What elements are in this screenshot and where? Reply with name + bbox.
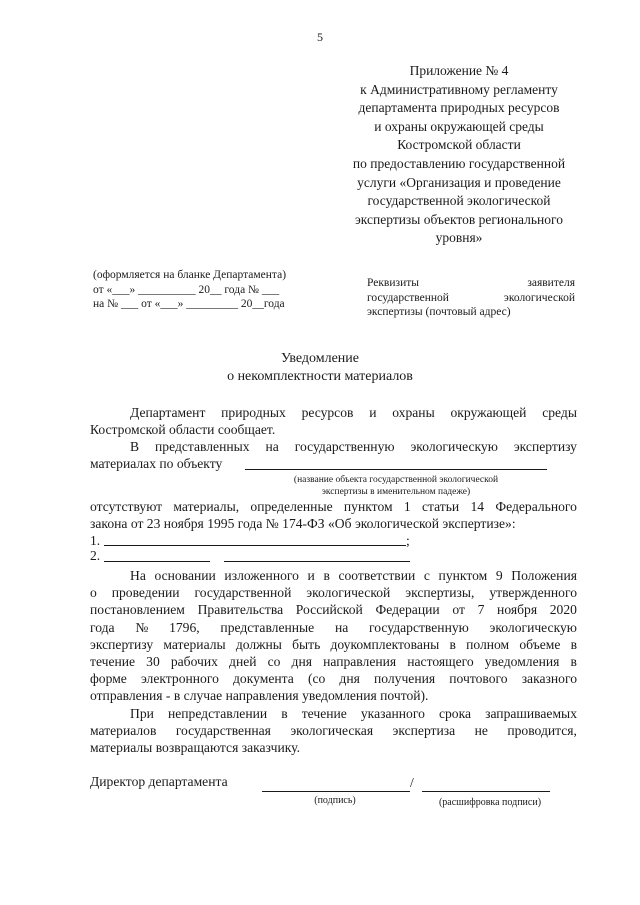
text-line: Костромской области сообщает. (90, 422, 276, 438)
list-item-1-fill-line (104, 545, 406, 546)
appendix-line: государственной экологической (367, 193, 551, 209)
appendix-header (330, 62, 588, 248)
list-item-2-fill-line-a (104, 561, 210, 562)
list-item-2-fill-line-b (224, 561, 410, 562)
list-item-1-number: 1. (90, 533, 101, 548)
appendix-line: уровня» (435, 230, 483, 246)
reply-to-number-line: на № ___ от «___» _________ 20__года (93, 298, 285, 311)
title-line: Уведомление (280, 351, 359, 366)
document-title (0, 350, 640, 386)
justified-line: материалов государственная экологическая экспертиза не проводится, (90, 723, 577, 739)
list-item-2-number: 2. (90, 548, 101, 563)
subtitle-line: о некомплектности материалов (227, 369, 413, 384)
signature-fill-line (262, 791, 410, 792)
signature-name-fill-line (422, 791, 550, 792)
justified-line: экспертизу материалы должны быть доукомплектованы в полном объеме в (90, 636, 577, 652)
justified-line: При непредставлении в течение указанного срока запрашиваемых (130, 706, 577, 721)
justified-line: форме электронного документа (со дня получения почтового заказного (90, 671, 577, 687)
outgoing-number-line: от «___» __________ 20__ года № ___ (93, 283, 280, 296)
letterhead-note: (оформляется на бланке Департамента) (93, 269, 287, 281)
appendix-line: к Административному регламенту (360, 81, 558, 97)
justified-line: года № 1796, представленные на государственную экологическую (90, 619, 577, 635)
applicant-requisites-block (367, 276, 575, 320)
paragraph-missing-materials (90, 438, 577, 472)
list-item-1-end: ; (406, 533, 410, 548)
paragraph-intro (90, 404, 577, 438)
justified-line: о проведении государственной экологической экспертизы, утвержденного (90, 585, 577, 601)
appendix-line: услуги «Организация и проведение (357, 174, 561, 190)
justified-line: течение 30 рабочих дней со дня направления настоящего уведомления в (90, 654, 577, 670)
signature-caption: (подпись) (314, 795, 356, 806)
justified-line: постановлением Правительства Российской Федерации от 7 ноября 2020 (90, 602, 577, 618)
justified-line: Реквизиты заявителя (367, 277, 575, 289)
page-number: 5 (317, 30, 323, 44)
paragraph-legal-basis (90, 567, 577, 705)
appendix-line: и охраны окружающей среды (374, 118, 544, 134)
signature-label: Директор департамента (90, 774, 228, 789)
paragraph-consequence (90, 705, 577, 757)
signature-name-caption: (расшифровка подписи) (438, 797, 542, 808)
justified-line: Департамент природных ресурсов и охраны окружающей среды (130, 405, 577, 420)
appendix-line: Костромской области (397, 137, 521, 153)
requisites-line: экспертизы (почтовый адрес) (367, 306, 511, 318)
paragraph-missing-materials-cont (90, 498, 577, 532)
object-name-caption: (название объекта государственной экологической экспертизы в именительном падеже) (293, 475, 499, 497)
text-line: отправления - в случае направления уведомления почтой). (90, 688, 429, 704)
text-line: материалах по объекту (90, 456, 223, 472)
object-name-fill-line (245, 469, 547, 470)
appendix-line: департамента природных ресурсов (358, 100, 560, 116)
justified-line: отсутствуют материалы, определенные пунктом 1 статьи 14 Федерального (90, 499, 577, 514)
appendix-line: по предоставлению государственной (352, 155, 566, 171)
appendix-line: экспертизы объектов регионального (355, 211, 563, 227)
appendix-line: Приложение № 4 (409, 63, 509, 78)
signature-slash: / (410, 775, 414, 790)
letterhead-block (93, 268, 286, 312)
text-line: закона от 23 ноября 1995 года № 174-ФЗ «Об экологической экспертизе»: (90, 516, 516, 532)
justified-line: На основании изложенного и в соответствии с пунктом 9 Положения (130, 568, 577, 583)
justified-line: государственной экологической (367, 291, 575, 304)
text-line: материалы возвращаются заказчику. (90, 740, 301, 756)
justified-line: В представленных на государственную экологическую экспертизу (130, 439, 577, 454)
